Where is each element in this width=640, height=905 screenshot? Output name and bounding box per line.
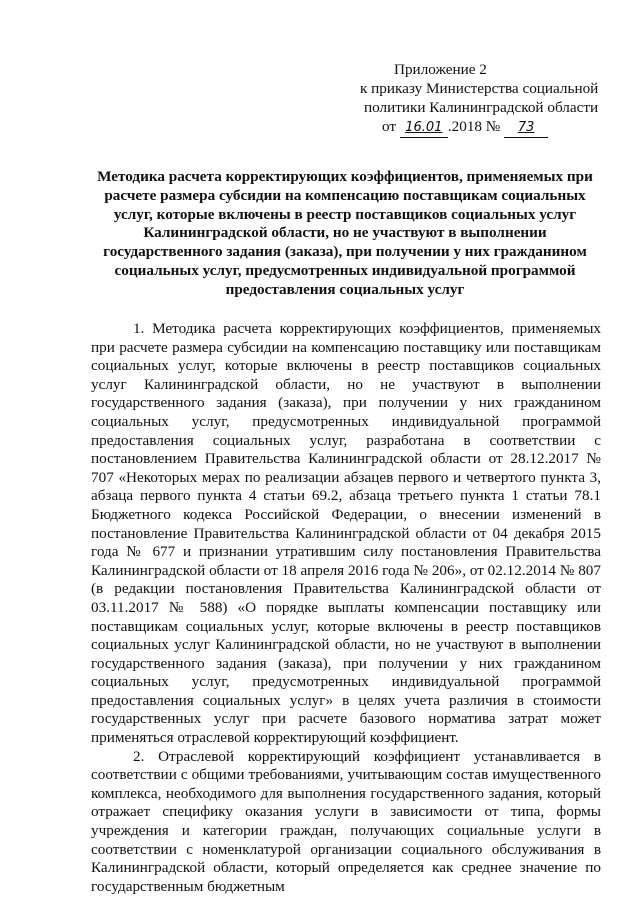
paragraph-2: 2. Отраслевой корректирующий коэффициент устанавливается в соответствии с общими требованиями, учитывающим состав имущественного комплекса, необходимого для выполнения государственного задания, который отражает специфику оказания услуги в зависимости от типа, формы учреждения и категории граждан, получающих социальные услуги в соответствии с номенклатурой организации социального обслуживания в Калининградской области, который определяется как среднее значение по государственным бюджетным <box>91 747 601 895</box>
date-prefix: от <box>382 118 397 135</box>
title-line: Методика расчета корректирующих коэффициентов, применяемых при <box>97 168 593 185</box>
paragraph-1: 1. Методика расчета корректирующих коэффициентов, применяемых при расчете размера субсидии на компенсацию поставщику или поставщикам социальных услуг, которые включены в реестр поставщиков социальных услуг Калининградской области, но не участвуют в выполнении государственного задания (заказа), при получении у них гражданином социальных услуг, предусмотренных индивидуальной программой предоставления социальных услуг, разработана в соответствии с постановлением Правительства Калининградской области от 28.12.2017 № 707 «Некоторых мерах по реализации абзацев первого и четвертого пункта 3, абзаца первого пункта 4 статьи 69.2, абзаца третьего пункта 1 статьи 78.1 Бюджетного кодекса Российской Федерации, о внесении изменений в постановление Правительства Калининградской области от 04 декабря 2015 года № 677 и признании утратившим силу постановления Правительства Калининградской области от 18 апреля 2016 года № 206», от 02.12.2014 № 807 (в редакции постановления Правительства Калининградской области от 03.11.2017 № 588) «О порядке выплаты компенсации поставщику или поставщикам социальных услуг, которые включены в реестр поставщиков социальных услуг Калининградской области, но не участвуют в выполнении государственного задания (заказа), при получении у них гражданином социальных услуг, предусмотренных индивидуальной программой предоставления социальных услуг» в целях учета различия в стоимости государственных услуг при расчете базового норматива затрат может применяться отраслевой корректирующий коэффициент. <box>91 320 601 747</box>
date-handwritten: 16.01 <box>400 117 448 138</box>
appendix-order-line: к приказу Министерства социальной <box>360 80 599 97</box>
appendix-header <box>352 60 602 138</box>
title-line: расчете размера субсидии на компенсацию поставщикам социальных <box>104 186 586 204</box>
date-year: .2018 № <box>447 118 501 135</box>
appendix-ministry-line: политики Калининградской области <box>364 99 599 116</box>
appendix-number: Приложение 2 <box>394 61 487 78</box>
title-line: социальных услуг, предусмотренных индивидуальной программой <box>114 261 576 279</box>
title-line: Калининградской области, но не участвуют в выполнении <box>143 224 547 242</box>
appendix-date-line <box>352 117 602 138</box>
title-line: предоставления социальных услуг <box>225 280 465 298</box>
title-line: государственного задания (заказа), при получении у них гражданином <box>103 243 587 261</box>
title-line: услуг, которые включены в реестр поставщиков социальных услуг <box>113 205 577 223</box>
number-handwritten: 73 <box>504 117 548 138</box>
document-body <box>91 320 601 896</box>
document-title <box>90 168 600 300</box>
